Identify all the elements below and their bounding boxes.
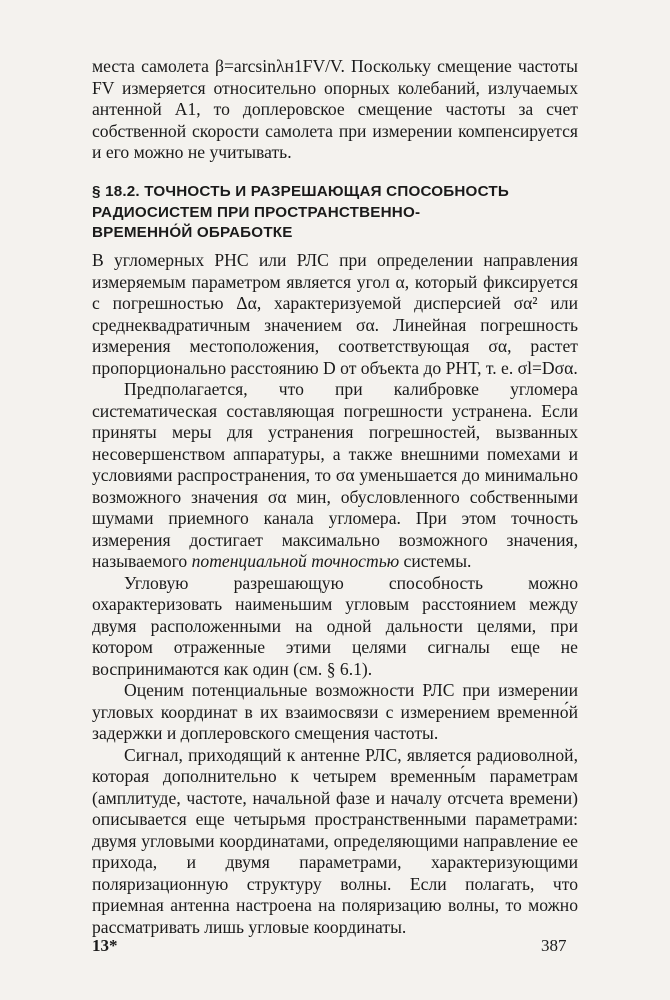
paragraph-3: Угловую разрешающую способность можно охарактеризовать наименьшим угловым расстоянием между двумя расположенными на одной дальности целями, при котором отраженные этими целями сигналы еще не воспринимаются как один (см. § 6.1).: [92, 572, 578, 679]
section-body: [92, 250, 578, 938]
paragraph-1: В угломерных РНС или РЛС при определении направления измеряемым параметром является угол α, который фиксируется с погрешностью Δα, характеризуемой дисперсией σα² или среднеквадратичным значением σα. Линейная погрешность измерения местоположения, соответствующая σα, растет пропорционально расстоянию D от объекта до РНТ, т. е. σl=Dσα.: [92, 250, 578, 378]
paragraph-2-end: системы.: [399, 551, 472, 571]
paragraph-2: [92, 379, 578, 573]
paragraph-4: Оценим потенциальные возможности РЛС при измерении угловых координат в их взаимосвязи с измерением временно́й задержки и доплеровского смещения частоты.: [92, 680, 578, 743]
section-heading: [92, 182, 578, 244]
section-heading-line-1: § 18.2. ТОЧНОСТЬ И РАЗРЕШАЮЩАЯ СПОСОБНОСТЬ: [92, 183, 509, 200]
intro-paragraph: места самолета β=arcsinλн1FV/V. Поскольку смещение частоты FV измеряется относительно опорных колебаний, излучаемых антенной A1, то доплеровское смещение частоты за счет собственной скорости самолета при измерении компенсируется и его можно не учитывать.: [92, 56, 578, 162]
paragraph-2-start: Предполагается, что при калибровке угломера систематическая составляющая погрешности устранена. Если приняты меры для устранения погрешностей, вызванных несовершенством аппаратуры, а также внешними помехами и условиями распространения, то σα уменьшается до минимально возможного значения σα мин, обусловленного собственными шумами приемного канала угломера. При этом точность измерения достигает максимально возможного значения, называемого: [92, 379, 578, 571]
page-number: 387: [541, 936, 567, 955]
paragraph-5: Сигнал, приходящий к антенне РЛС, является радиоволной, которая дополнительно к четырем временны́м параметрам (амплитуде, частоте, начальной фазе и началу отсчета времени) описывается еще четырьмя пространственными параметрами: двумя угловыми координатами, определяющими направление ее прихода, и двумя параметрами, характеризующими поляризационную структуру волны. Если полагать, что приемная антенна настроена на поляризацию волны, то можно рассматривать лишь угловые координаты.: [92, 744, 578, 937]
section-heading-line-3: ВРЕМЕННО́Й ОБРАБОТКЕ: [92, 224, 293, 241]
printer-signature: 13*: [92, 936, 118, 955]
paragraph-2-term: потенциальной точностью: [191, 551, 400, 571]
section-heading-line-2: РАДИОСИСТЕМ ПРИ ПРОСТРАНСТВЕННО-: [92, 203, 421, 221]
